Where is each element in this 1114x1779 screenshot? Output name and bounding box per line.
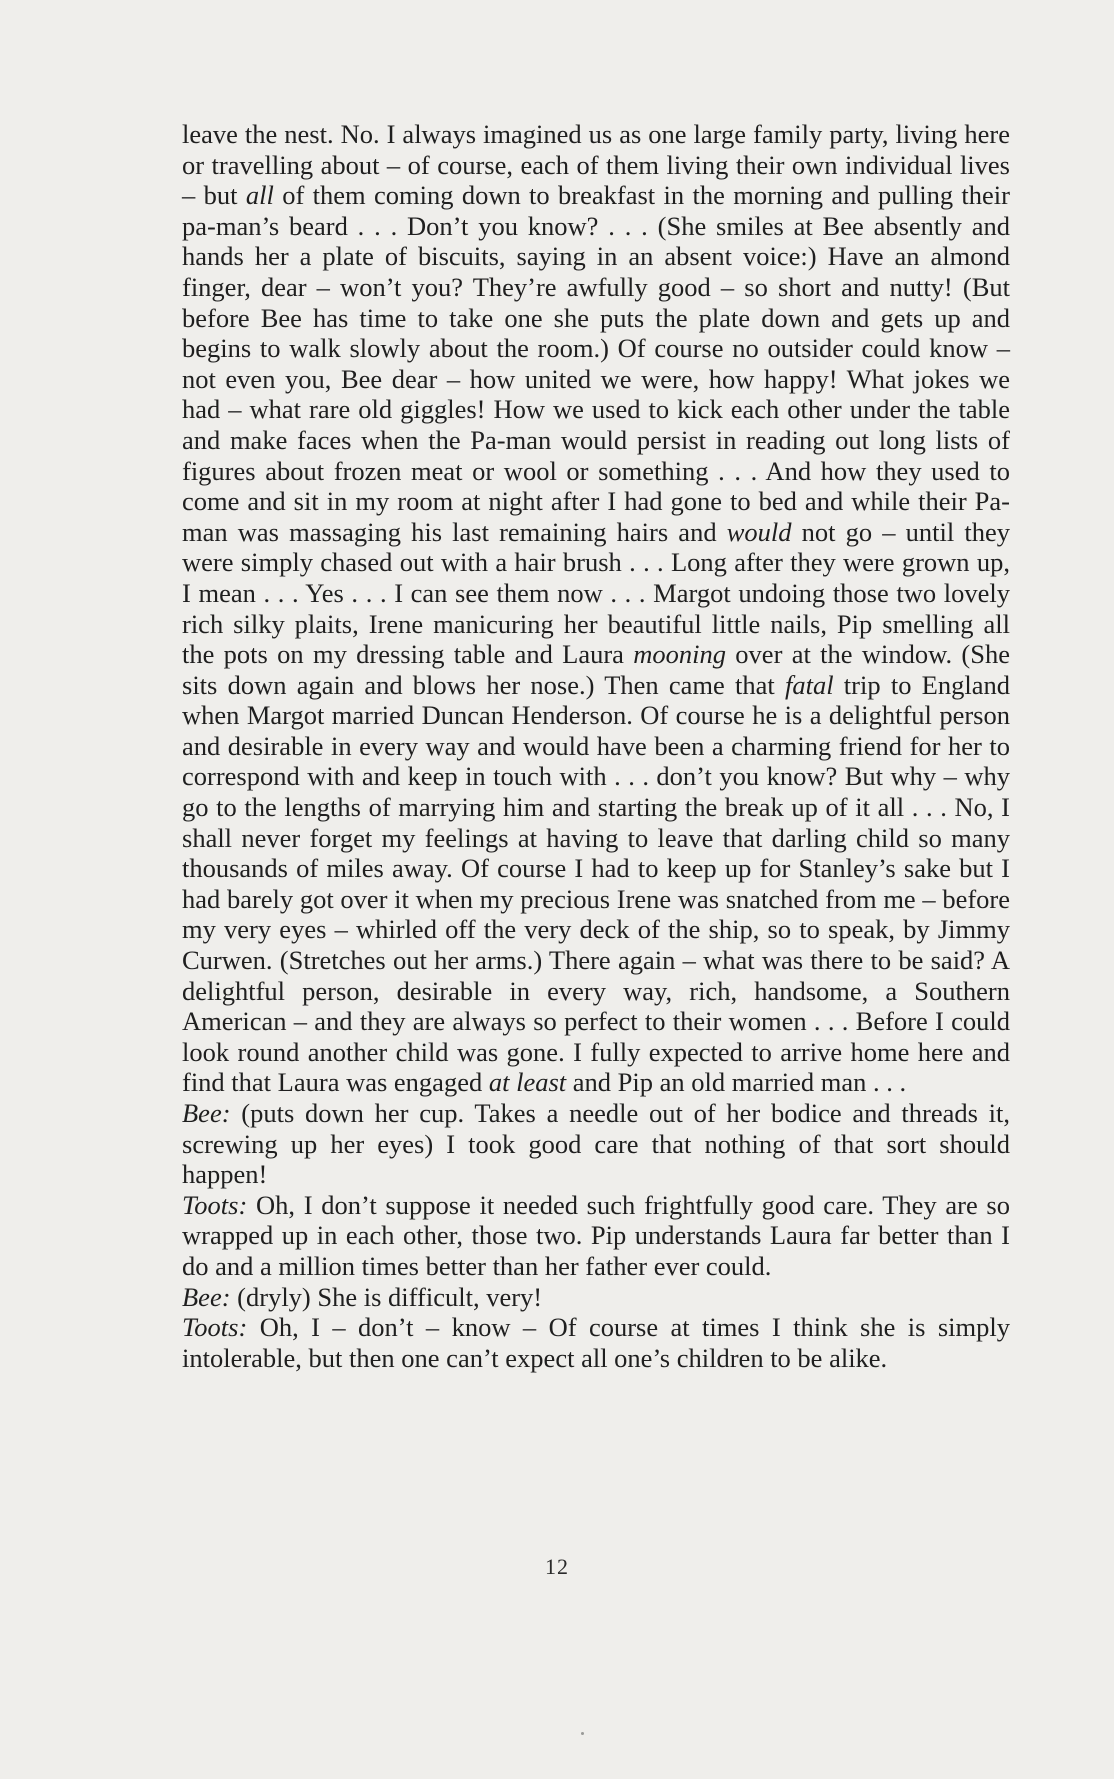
dialogue-line	[182, 1282, 1010, 1313]
text-run: and Pip an old married man . . .	[566, 1067, 907, 1098]
dialogue-line	[182, 1312, 1010, 1373]
emphasis: fatal	[784, 669, 834, 700]
monologue-paragraph	[182, 119, 1010, 1098]
emphasis: all	[245, 180, 274, 211]
dialogue-line	[182, 1190, 1010, 1282]
speaker-name: Bee:	[182, 1098, 231, 1128]
text-run: of them coming down to breakfast in the morning and pulling their pa-man’s beard . . . Don’t you know? . . . (She smiles at Bee absently and hands her a plate of biscuits, saying in an absent voice:) Have an almond finger, dear – won’t you? They’re awfully good – so short and nutty! (But before Bee has time to take one she puts the plate down and gets up and begins to walk slowly about the room.) Of course no outsider could know – not even you, Bee dear – how united we were, how happy! What jokes we had – what rare old giggles! How we used to kick each other under the table and make faces when the Pa-man would persist in reading out long lists of figures about frozen meat or wool or something . . . And how they used to come and sit in my room at night after I had gone to bed and while their Pa-man was massaging his last remaining hairs and	[182, 180, 1010, 547]
speaker-name: Toots:	[182, 1189, 248, 1220]
page-number: 12	[545, 1554, 569, 1579]
paper-speck	[581, 1732, 584, 1735]
dialogue-text: Oh, I don’t suppose it needed such frightfully good care. They are so wrapped up in each other, those two. Pip understands Laura far better than I do and a million times better than her father ever could.	[182, 1189, 1010, 1281]
emphasis: would	[726, 516, 792, 547]
emphasis: at least	[488, 1067, 567, 1098]
text-run: leave the nest. No. I always imagined us as one large family party, living here or travelling about – of course, each of them living their own individual lives – but	[182, 119, 1010, 211]
dialogue-text: Oh, I – don’t – know – Of course at times I think she is simply intolerable, but then one can’t expect all one’s children to be alike.	[182, 1312, 1010, 1373]
dialogue-line	[182, 1098, 1010, 1190]
dialogue-text: (dryly) She is difficult, very!	[230, 1281, 543, 1312]
dialogue-text: (puts down her cup. Takes a needle out of her bodice and threads it, screwing up her eyes) I took good care that nothing of that sort should happen!	[182, 1098, 1010, 1190]
emphasis: mooning	[633, 639, 726, 670]
speaker-name: Bee:	[182, 1281, 231, 1312]
speaker-name: Toots:	[182, 1312, 248, 1343]
body-text	[182, 119, 1010, 1373]
text-run: over at the window. (She sits down again and blows her nose.) Then came that	[182, 639, 1010, 700]
text-run: not go – until they were simply chased out with a hair brush . . . Long after they were grown up, I mean . . . Yes . . . I can see them now . . . Margot undoing those two lovely rich silky plaits, Irene manicuring her beautiful little nails, Pip smelling all the pots on my dressing table and Laura	[182, 516, 1011, 670]
text-run: trip to England when Margot married Duncan Henderson. Of course he is a delightful person and desirable in every way and would have been a charming friend for her to correspond with and keep in touch with . . . don’t you know? But why – why go to the lengths of marrying him and starting the break up of it all . . . No, I shall never forget my feelings at having to leave that darling child so many thousands of miles away. Of course I had to keep up for Stanley’s sake but I had barely got over it when my precious Irene was snatched from me – before my very eyes – whirled off the very deck of the ship, so to speak, by Jimmy Curwen. (Stretches out her arms.) There again – what was there to be said? A delightful person, desirable in every way, rich, handsome, a Southern American – and they are always so perfect to their women . . . Before I could look round another child was gone. I fully expected to arrive home here and find that Laura was engaged	[182, 669, 1010, 1098]
